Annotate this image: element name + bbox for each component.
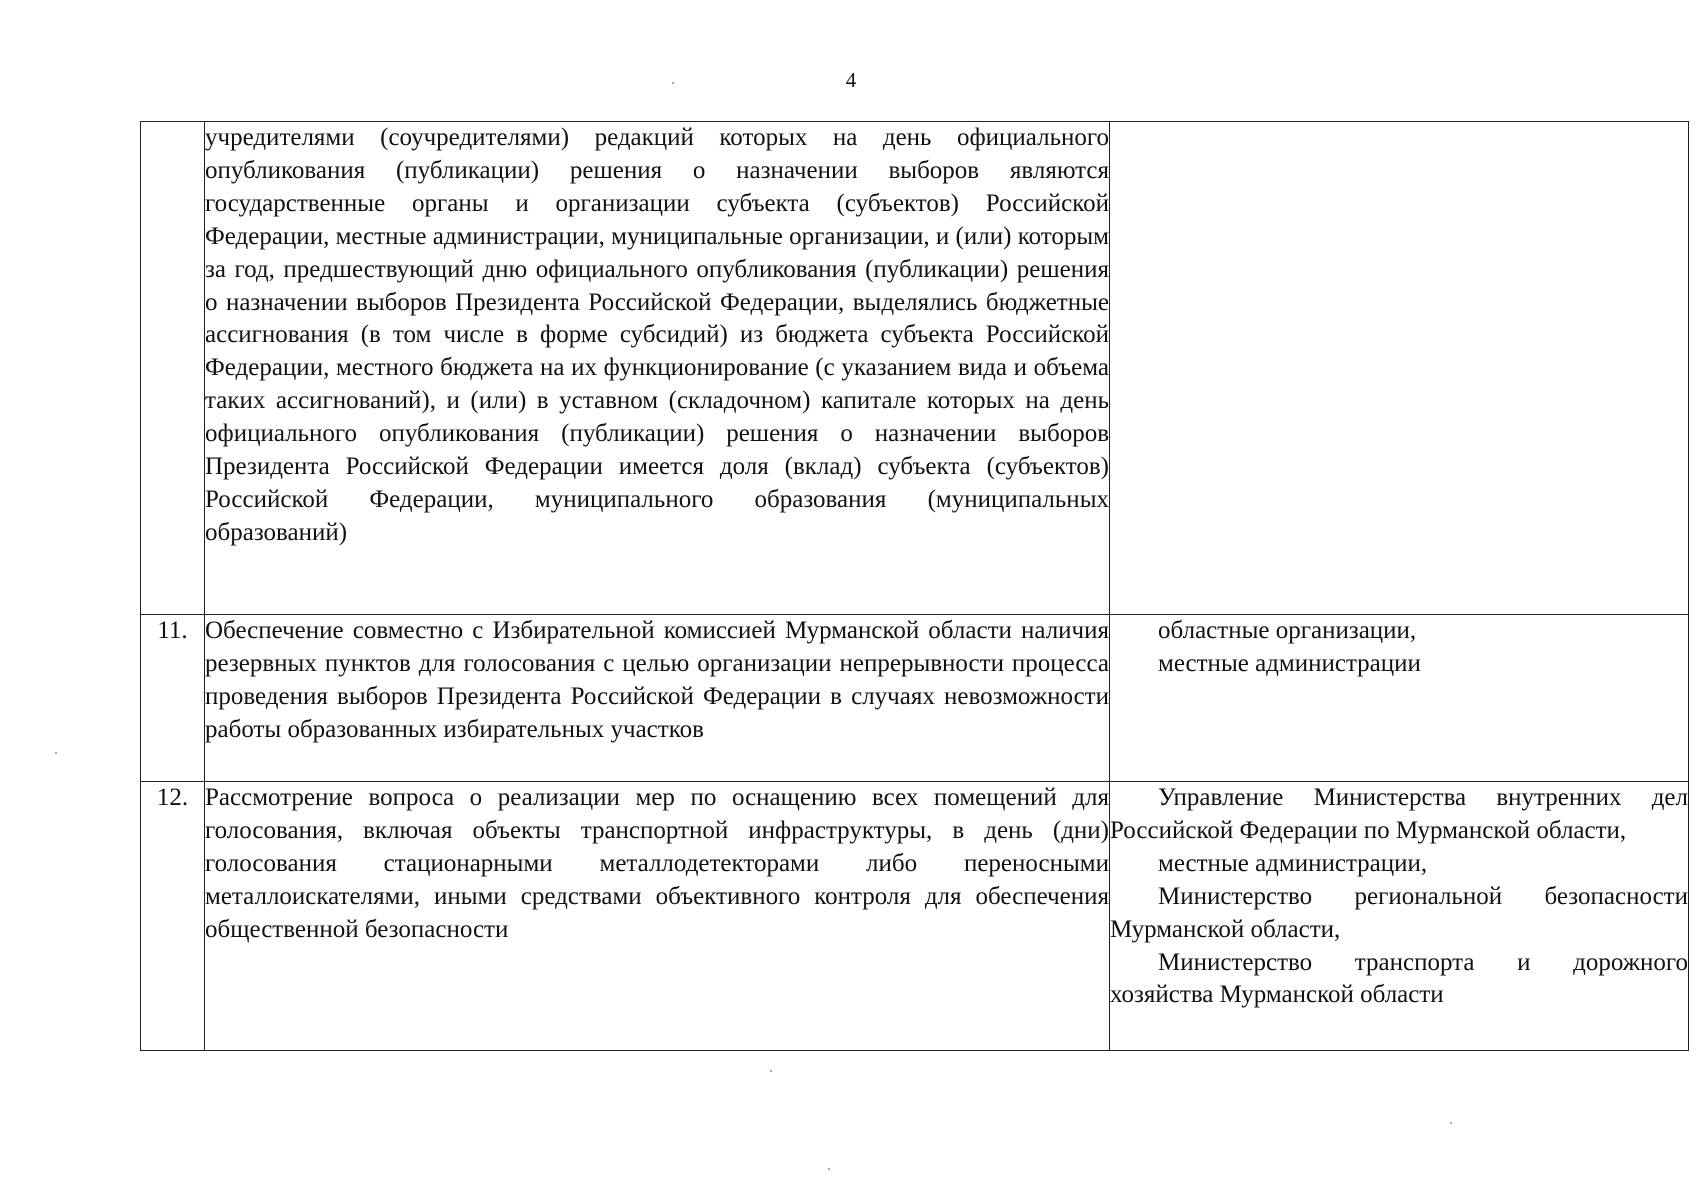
row-number: 11. xyxy=(141,615,205,782)
description-text: Обеспечение совместно с Избирательной комиссией Мурманской области наличия резервных пунктов для голосования с целью организации непрерывности процесса проведения выборов Президента Российской Федерации в случаях невозможности работы образованных избирательных участков xyxy=(205,617,1109,743)
responsible-item: местные администрации, xyxy=(1158,849,1428,877)
row-responsible xyxy=(1110,615,1689,782)
responsible-item: местные администрации xyxy=(1158,649,1421,677)
row-responsible xyxy=(1110,122,1689,615)
page-number: 4 xyxy=(845,68,857,92)
table-row xyxy=(141,122,1689,615)
description-text: Рассмотрение вопроса о реализации мер по оснащению всех помещений для голосования, включая объекты транспортной инфраструктуры, в день (дни) голосования стационарными металлодетекторами либо переносными металлоискателями, иными средствами объективного контроля для обеспечения общественной безопасности xyxy=(205,784,1109,943)
scan-speck xyxy=(770,1070,772,1072)
responsible-item: Министерство транспорта и дорожного хозяйства Мурманской области xyxy=(1110,948,1688,1009)
scan-speck xyxy=(672,82,674,84)
row-description xyxy=(205,615,1110,782)
row-number: 12. xyxy=(141,782,205,1051)
row-responsible xyxy=(1110,782,1689,1051)
responsible-item: Управление Министерства внутренних дел Российской Федерации по Мурманской области, xyxy=(1110,784,1688,844)
row-description xyxy=(205,122,1110,615)
description-text: учредителями (соучредителями) редакций которых на день официального опубликования (публикации) решения о назначении выборов являются государственные органы и организации субъекта (субъектов) Российской Федерации, местные администрации, муниципальные организации, и (или) которым за год, предшествующий дню официального опубликования (публикации) решения о назначении выборов Президента Российской Федерации, выделялись бюджетные ассигнования (в том числе в форме субсидий) из бюджета субъекта Российской Федерации, местного бюджета на их функционирование (с указанием вида и объема таких ассигнований), и (или) в уставном (складочном) капитале которых на день официального опубликования (публикации) решения о назначении выборов Президента Российской Федерации имеется доля (вклад) субъекта (субъектов) Российской Федерации, муниципального образования (муниципальных образований) xyxy=(205,124,1109,546)
responsible-item: областные организации, xyxy=(1158,617,1417,644)
row-description xyxy=(205,782,1110,1051)
scan-speck xyxy=(828,1168,830,1170)
measures-table xyxy=(140,121,1689,1051)
row-number xyxy=(141,122,205,615)
scan-speck xyxy=(55,752,57,754)
table-row xyxy=(141,615,1689,782)
responsible-item: Министерство региональной безопасности Мурманской области, xyxy=(1110,882,1688,943)
scan-speck xyxy=(1450,1122,1452,1124)
table-row xyxy=(141,782,1689,1051)
